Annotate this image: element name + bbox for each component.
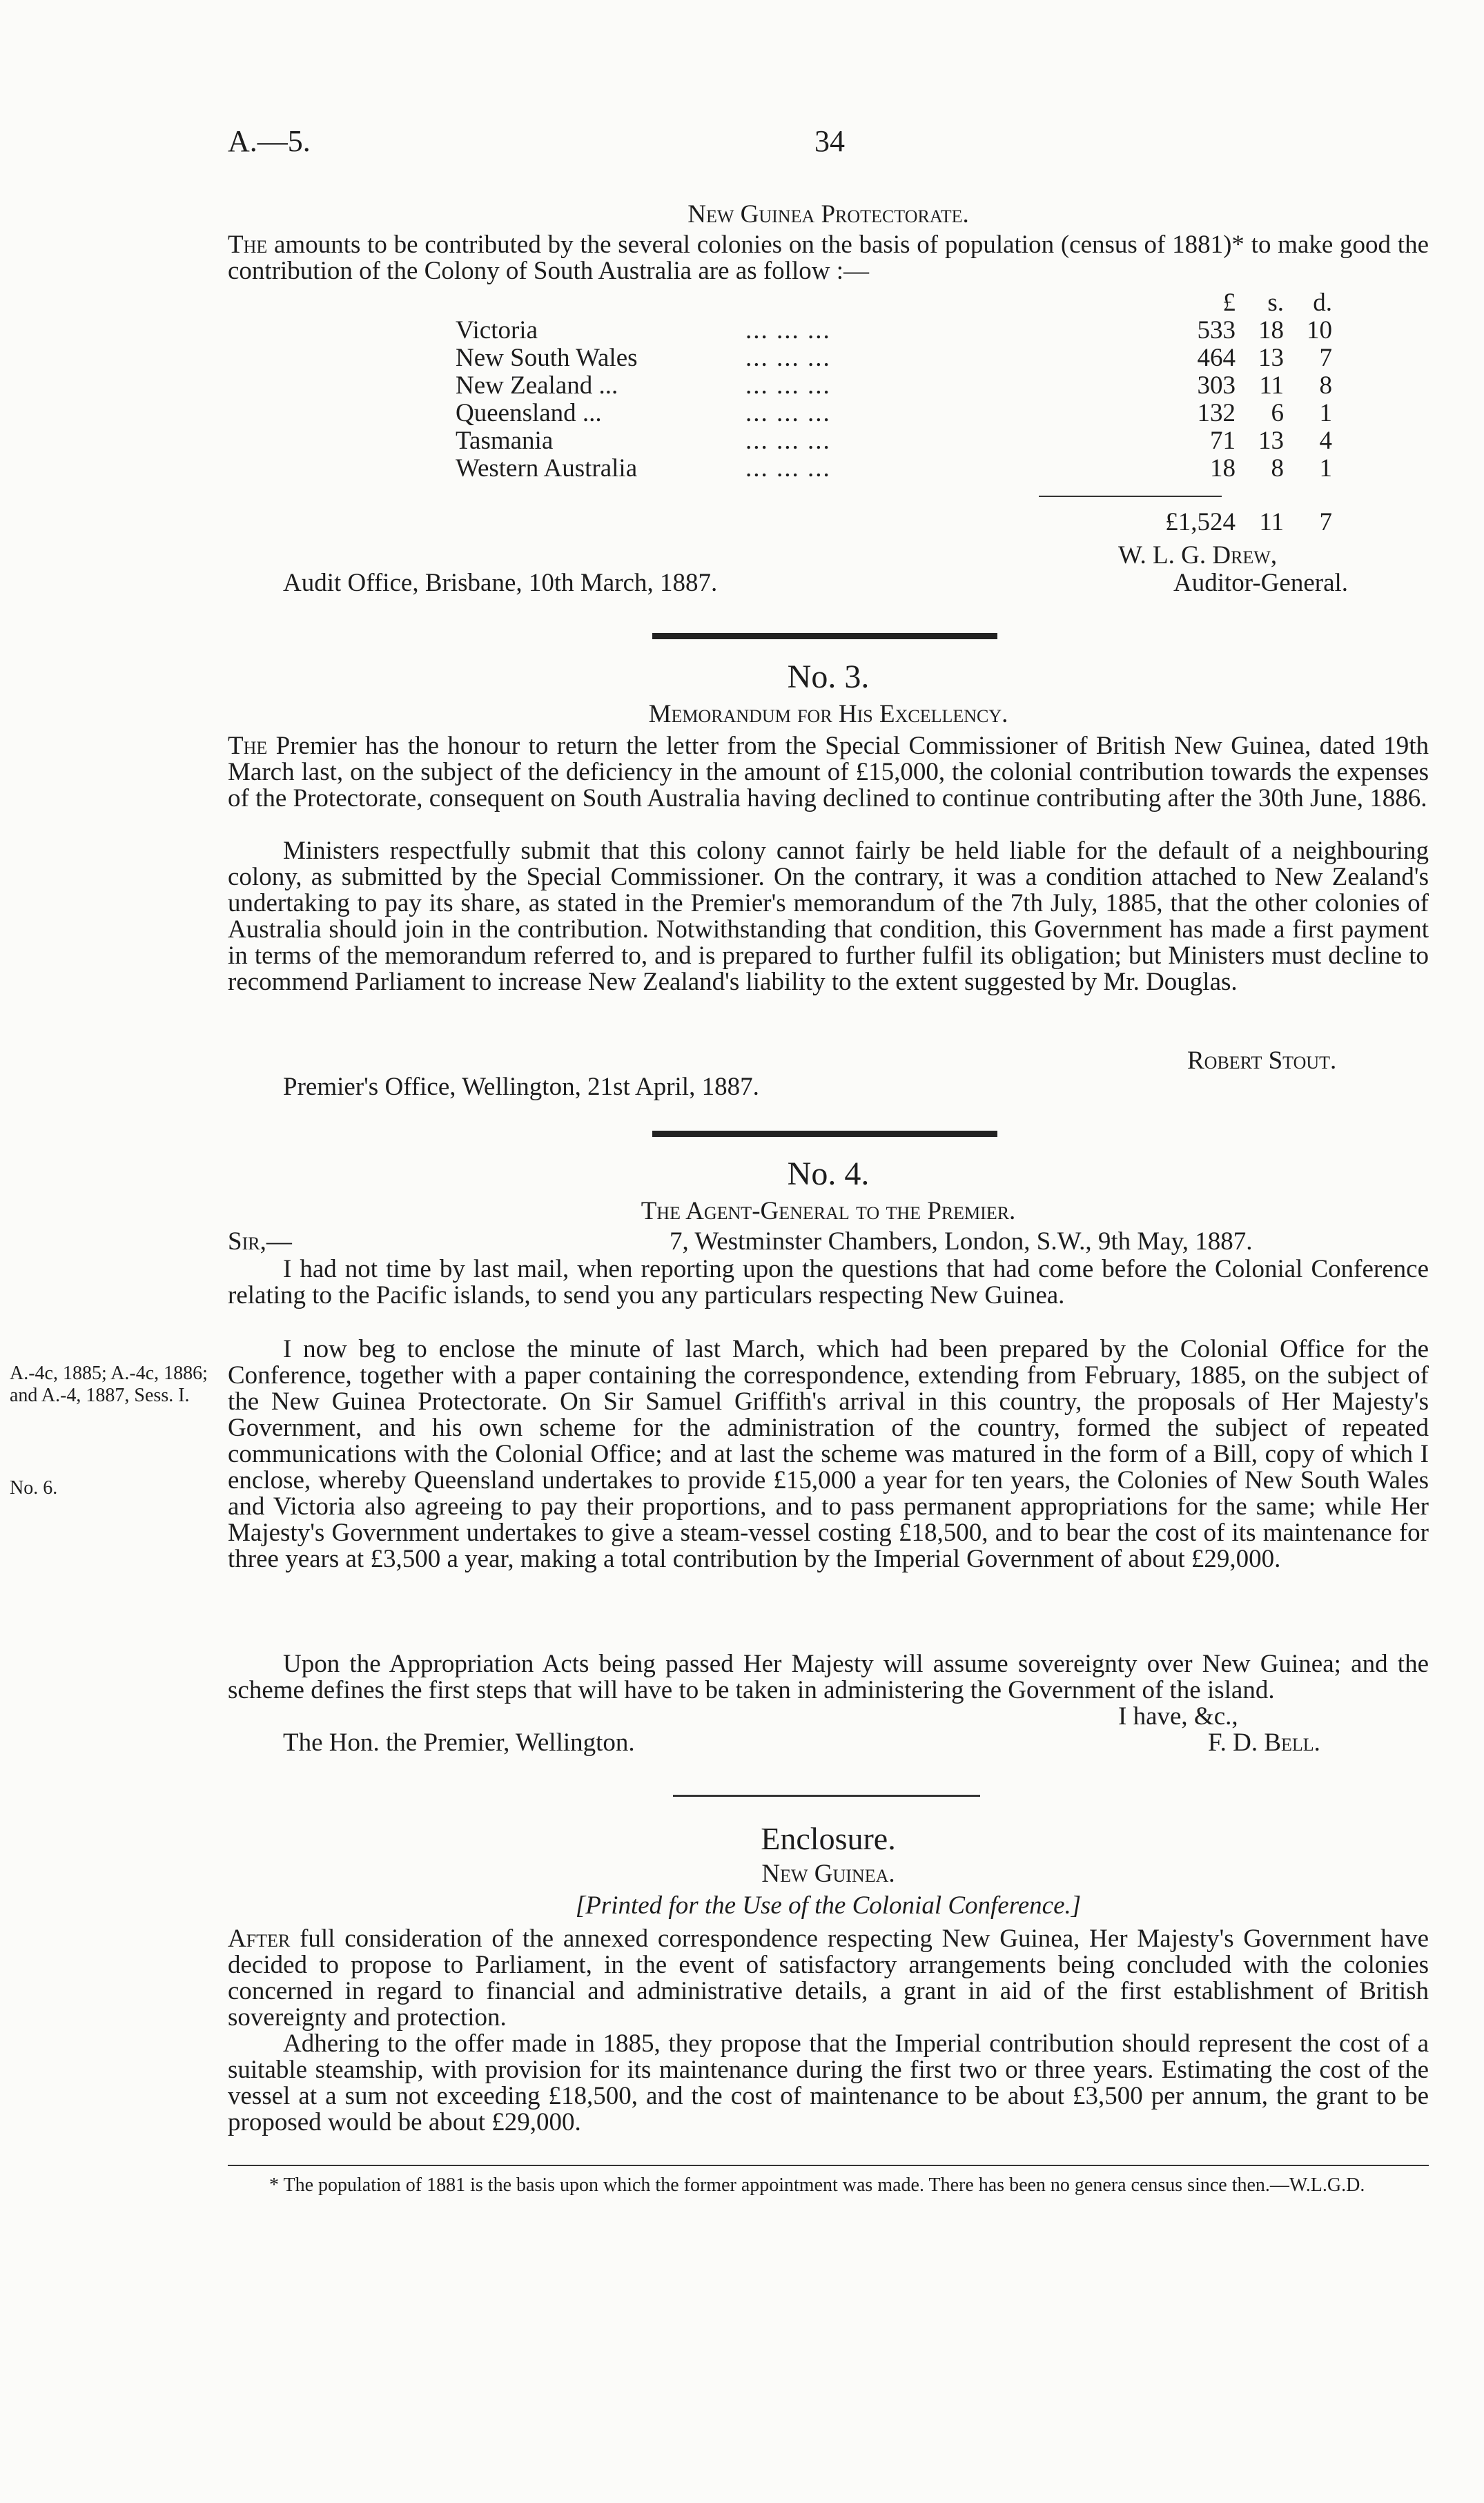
leader-dots: ... ... ... xyxy=(745,399,831,427)
total-row xyxy=(456,508,1332,536)
colony-name: New South Wales xyxy=(456,344,638,372)
paragraph-text: Premier has the honour to return the letter from the Special Commissioner of British New Guinea, dated 19th March last, on the subject of the deficiency in the amount of £15,000, the colonial contribution towards the expenses of the Protectorate, consequent on South Australia having declined to continue contributing after the 30th June, 1886. xyxy=(228,732,1429,812)
enclosure-note: [Printed for the Use of the Colonial Conference.] xyxy=(575,1891,1082,1920)
letter-paragraph-2: I now beg to enclose the minute of last March, which had been prepared by the Colonial Office for the Conference, together with a paper containing the correspondence, extending from February, 1885, on the subject of the New Guinea Protectorate. On Sir Samuel Griffith's arrival in this country, the proposals of Her Majesty's Government, and his own scheme for the administration of the country, formed the subject of repeated communications with the Colonial Office; and at last the scheme was matured in the form of a Bill, copy of which I enclose, whereby Queensland undertakes to provide £15,000 a year for ten years, the Colonies of New South Wales and Victoria also agreeing to pay their proportions, and to pass permanent appropriations for the same; while Her Majesty's Government undertakes to give a steam-vessel costing £18,500, and to bear the cost of its maintenance for three years at £3,500 a year, making a total contribution by the Imperial Government of about £29,000. xyxy=(228,1335,1429,1573)
section-number: No. 4. xyxy=(787,1156,870,1192)
protectorate-intro xyxy=(228,232,1429,284)
place-date: Audit Office, Brisbane, 10th March, 1887. xyxy=(283,569,718,597)
table-row xyxy=(456,344,1332,372)
leader-dots: ... ... ... xyxy=(745,427,831,455)
signatory-name xyxy=(1118,543,1277,569)
table-row xyxy=(456,427,1332,455)
amount-pence: 1 xyxy=(1319,399,1332,427)
enclosure-paragraph-1 xyxy=(228,1926,1429,2031)
shillings-header: s. xyxy=(1267,289,1284,317)
amount-pounds: 132 xyxy=(1197,399,1236,427)
amount-pounds: 533 xyxy=(1197,316,1236,344)
colony-name: Tasmania xyxy=(456,427,554,455)
table-row xyxy=(456,371,1332,400)
colony-name: New Zealand ... xyxy=(456,371,618,400)
protectorate-title: New Guinea Protectorate. xyxy=(687,200,969,228)
margin-note-number: No. 6. xyxy=(10,1477,58,1499)
paragraph-lead: After xyxy=(228,1925,291,1953)
enclosure-subtitle: New Guinea. xyxy=(761,1860,895,1888)
amount-pounds: 303 xyxy=(1197,371,1236,400)
intro-lead: The xyxy=(228,231,268,259)
amount-pounds: 71 xyxy=(1210,427,1236,455)
letter-paragraph-1: I had not time by last mail, when reporting upon the questions that had come before the Colonial Conference relating to the Pacific islands, to send you any particulars respecting New Guinea. xyxy=(228,1255,1429,1309)
amount-shillings: 6 xyxy=(1271,399,1284,427)
table-row xyxy=(456,316,1332,344)
amount-pence: 8 xyxy=(1319,371,1332,400)
section-number: No. 3. xyxy=(787,659,870,695)
leader-dots: ... ... ... xyxy=(745,371,831,400)
place-date: Premier's Office, Wellington, 21st April, 1887. xyxy=(283,1073,759,1101)
amount-shillings: 8 xyxy=(1271,454,1284,483)
colony-name: Western Australia xyxy=(456,454,638,483)
leader-dots: ... ... ... xyxy=(745,454,831,483)
colony-name: Queensland ... xyxy=(456,399,602,427)
enclosure-divider xyxy=(673,1795,980,1797)
memorandum-paragraph-2: Ministers respectfully submit that this colony cannot fairly be held liable for the default of a neighbouring colony, as submitted by the Special Commissioner. On the contrary, it was a condition attached to New Zealand's undertaking to pay its share, as stated in the Premier's memorandum of the 7th July, 1885, that the other colonies of Australia should join in the contribution. Notwithstanding that condition, this Government has made a first payment in terms of the memorandum referred to, and is prepared to further fulfil its obligation; but Ministers must decline to recommend Parliament to increase New Zealand's liability to the extent suggested by Mr. Douglas. xyxy=(228,837,1429,996)
section-divider xyxy=(652,633,997,639)
total-pounds: £1,524 xyxy=(1165,508,1236,536)
closing: I have, &c., xyxy=(1118,1702,1238,1731)
colony-name: Victoria xyxy=(456,316,538,344)
amount-pence: 10 xyxy=(1307,316,1332,344)
amount-shillings: 18 xyxy=(1258,316,1284,344)
memorandum-paragraph-1 xyxy=(228,733,1429,812)
salutation: Sir,— xyxy=(228,1227,292,1256)
amount-pence: 1 xyxy=(1319,454,1332,483)
enclosure-title: Enclosure. xyxy=(761,1821,896,1856)
leader-dots: ... ... ... xyxy=(745,316,831,344)
table-row xyxy=(456,454,1332,483)
pence-header: d. xyxy=(1313,289,1332,317)
letter-title: The Agent-General to the Premier. xyxy=(641,1197,1016,1225)
total-shillings: 11 xyxy=(1259,508,1284,536)
signatory-name: Robert Stout. xyxy=(1187,1046,1337,1075)
pounds-header: £ xyxy=(1222,289,1236,317)
amount-shillings: 13 xyxy=(1258,427,1284,455)
footnote-rule xyxy=(228,2165,1429,2166)
addressee: The Hon. the Premier, Wellington. xyxy=(283,1728,635,1757)
footnote: * The population of 1881 is the basis upon which the former appointment was made. There has been no genera census since then.—W.L.G.D. xyxy=(269,2174,1365,2196)
amount-shillings: 11 xyxy=(1259,371,1284,400)
total-pence: 7 xyxy=(1319,508,1332,536)
amount-pence: 4 xyxy=(1319,427,1332,455)
signatory-name: F. D. Bell. xyxy=(1208,1728,1320,1757)
page-number: 34 xyxy=(814,124,845,158)
leader-dots: ... ... ... xyxy=(745,344,831,372)
paragraph-lead: The xyxy=(228,732,268,760)
amount-pounds: 18 xyxy=(1210,454,1236,483)
amount-shillings: 13 xyxy=(1258,344,1284,372)
document-reference: A.—5. xyxy=(228,124,311,158)
section-divider xyxy=(652,1131,997,1137)
total-rule xyxy=(1039,496,1222,497)
signatory-title: Auditor-General. xyxy=(1173,569,1349,597)
intro-text: amounts to be contributed by the several colonies on the basis of population (census of 1881)* to make good the contribution of the Colony of South Australia are as follow :— xyxy=(228,231,1429,285)
table-row xyxy=(456,399,1332,427)
amount-pence: 7 xyxy=(1319,344,1332,372)
margin-note-references: A.-4c, 1885; A.-4c, 1886; and A.-4, 1887, Sess. I. xyxy=(10,1363,208,1406)
letter-paragraph-3: Upon the Appropriation Acts being passed Her Majesty will assume sovereignty over New Guinea; and the scheme defines the first steps that will have to be taken in administering the Government of the island. xyxy=(228,1650,1429,1704)
paragraph-text: full consideration of the annexed correspondence respecting New Guinea, Her Majesty's Government have decided to propose to Parliament, in the event of satisfactory arrangements being concluded with the colonies concerned in regard to financial and administrative details, a grant in aid of the first establishment of British sovereignty and protection. xyxy=(228,1925,1429,2032)
column-headers xyxy=(456,289,1332,317)
memorandum-title: Memorandum for His Excellency. xyxy=(648,700,1008,728)
amount-pounds: 464 xyxy=(1197,344,1236,372)
enclosure-paragraph-2: Adhering to the offer made in 1885, they propose that the Imperial contribution should represent the cost of a suitable steamship, with provision for its maintenance during the first two or three years. Estimating the cost of the vessel at a sum not exceeding £18,500, and the cost of maintenance to be about £3,500 per annum, the grant to be proposed would be about £29,000. xyxy=(228,2029,1429,2136)
sender-address: 7, Westminster Chambers, London, S.W., 9th May, 1887. xyxy=(670,1227,1253,1256)
signatory-text: W. L. G. Drew, xyxy=(1118,541,1278,569)
